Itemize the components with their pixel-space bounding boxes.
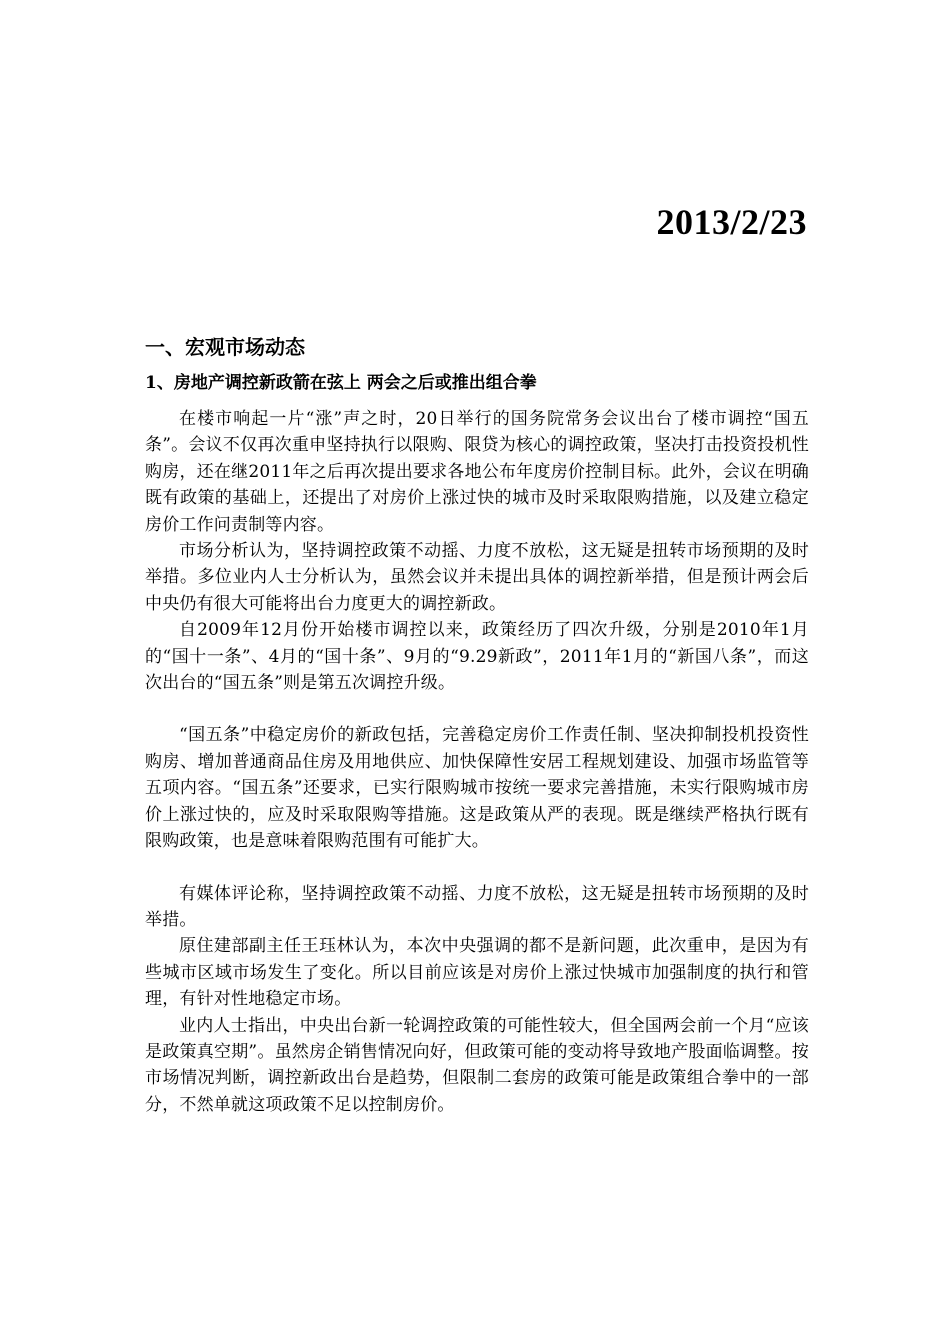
paragraph-2: 市场分析认为，坚持调控政策不动摇、力度不放松，这无疑是扭转市场预期的及时举措。多位业内人士分析认为，虽然会议并未提出具体的调控新举措，但是预计两会后中央仍有很大可能将出台力度更大的调控新政。 bbox=[145, 541, 809, 614]
paragraph-6: 原住建部副主任王珏林认为，本次中央强调的都不是新问题，此次重申，是因为有些城市区域市场发生了变化。所以目前应该是对房价上涨过快城市加强制度的执行和管理，有针对性地稳定市场。 bbox=[145, 936, 809, 1010]
report-date: 2013/2/23 bbox=[656, 202, 807, 242]
document-body bbox=[145, 332, 809, 1118]
paragraph-1: 在楼市响起一片“涨”声之时，20日举行的国务院常务会议出台了楼市调控“国五条”。会议不仅再次重申坚持执行以限购、限贷为核心的调控政策，坚决打击投资投机性购房，还在继2011年之后再次提出要求各地公布年度房价控制目标。此外，会议在明确既有政策的基础上，还提出了对房价上涨过快的城市及时采取限购措施，以及建立稳定房价工作问责制等内容。 bbox=[145, 409, 809, 535]
section-title: 一、宏观市场动态 bbox=[145, 335, 305, 359]
paragraph-7: 业内人士指出，中央出台新一轮调控政策的可能性较大，但全国两会前一个月“应该是政策真空期”。虽然房企销售情况向好，但政策可能的变动将导致地产股面临调整。按市场情况判断，调控新政出台是趋势，但限制二套房的政策可能是政策组合拳中的一部分，不然单就这项政策不足以控制房价。 bbox=[145, 1015, 809, 1115]
article-title: 1、房地产调控新政箭在弦上 两会之后或推出组合拳 bbox=[145, 373, 537, 393]
paragraph-5: 有媒体评论称，坚持调控政策不动摇、力度不放松，这无疑是扭转市场预期的及时举措。 bbox=[145, 883, 809, 930]
paragraph-3: 自2009年12月份开始楼市调控以来，政策经历了四次升级，分别是2010年1月的“国十一条”、4月的“国十条”、9月的“9.29新政”，2011年1月的“新国八条”，而这次出台的“国五条”则是第五次调控升级。 bbox=[145, 620, 809, 694]
paragraph-4: “国五条”中稳定房价的新政包括，完善稳定房价工作责任制、坚决抑制投机投资性购房、增加普通商品住房及用地供应、加快保障性安居工程规划建设、加强市场监管等五项内容。“国五条”还要求，已实行限购城市按统一要求完善措施，未实行限购城市房价上涨过快的，应及时采取限购等措施。这是政策从严的表现。既是继续严格执行既有限购政策，也是意味着限购范围有可能扩大。 bbox=[145, 725, 809, 852]
